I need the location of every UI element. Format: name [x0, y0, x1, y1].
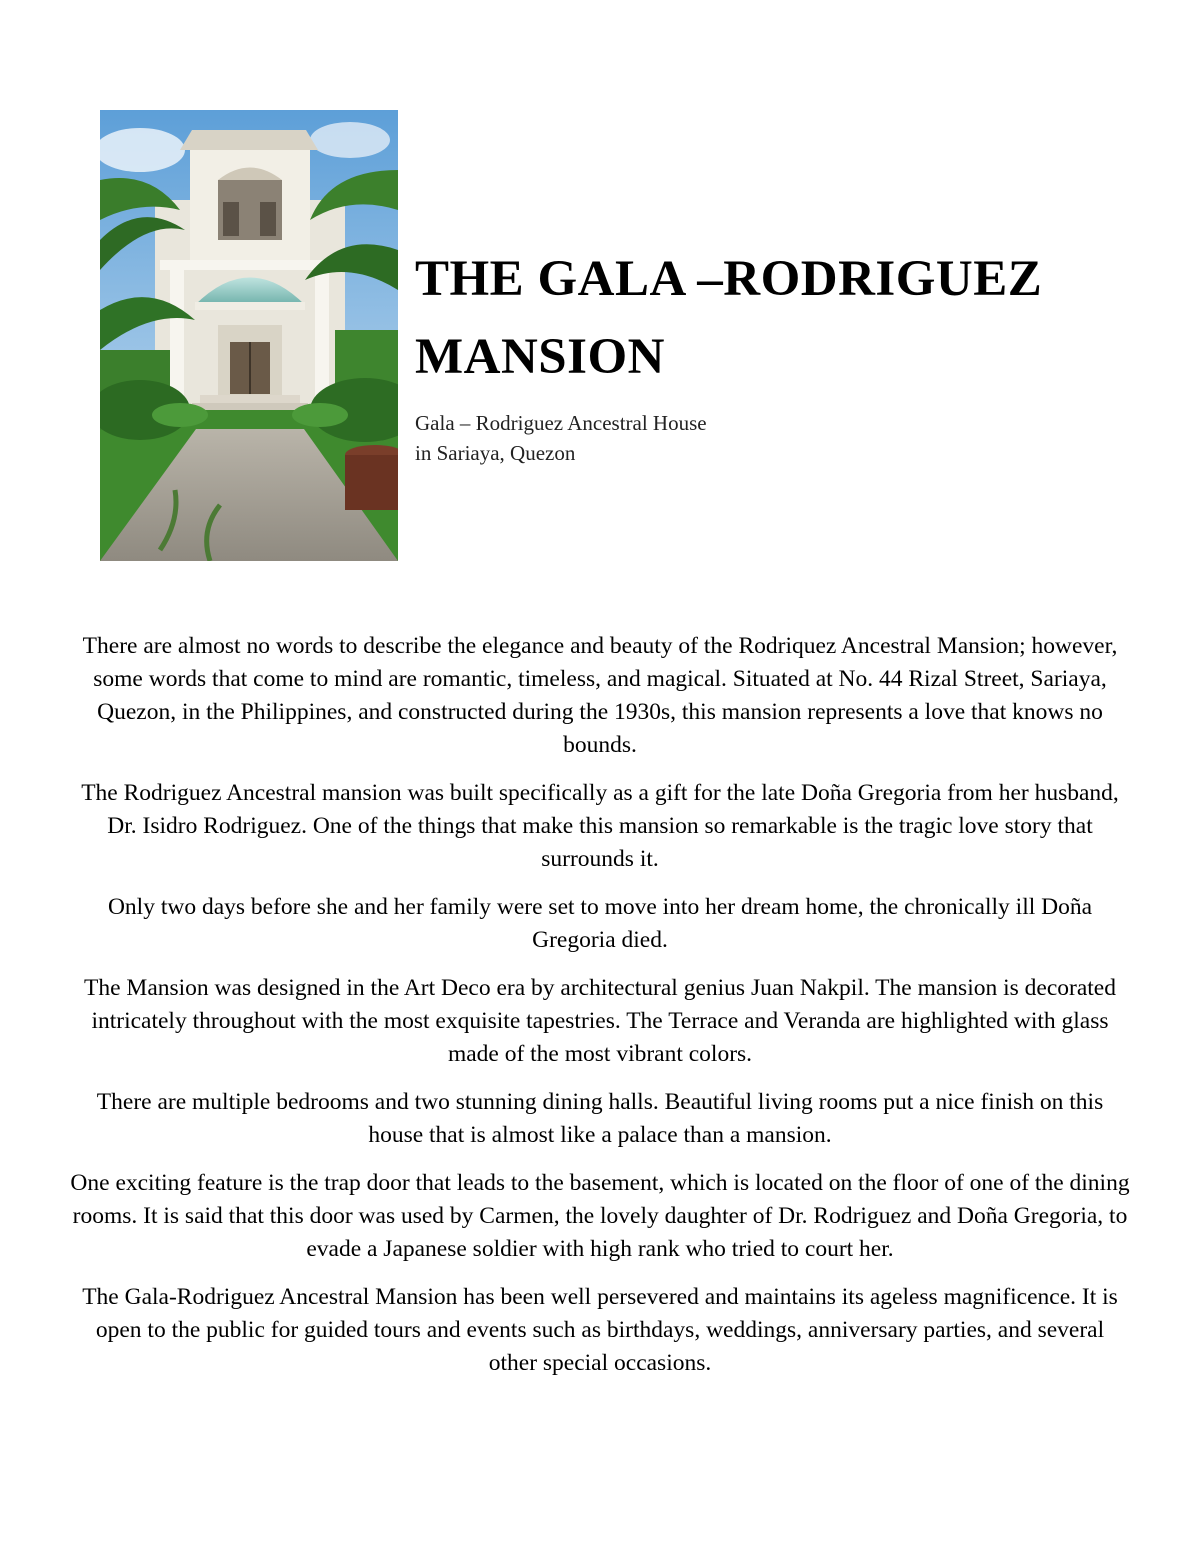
body-paragraph: The Rodriguez Ancestral mansion was built specifically as a gift for the late Doña Gregoria from her husband, Dr. Isidro Rodriguez. One of the things that make this mansion so remarkable is the tragic love story that surrounds it. [81, 780, 1119, 872]
subtitle [415, 408, 1135, 468]
mansion-photo [100, 110, 398, 561]
body-paragraph: There are multiple bedrooms and two stunning dining halls. Beautiful living rooms put a nice finish on this house that is almost like a palace than a mansion. [96, 1089, 1104, 1148]
page-title: THE GALA –RODRIGUEZ MANSION [415, 251, 1043, 385]
title-block [415, 240, 1135, 468]
article-body [70, 630, 1130, 1395]
subtitle-line: in Sariaya, Quezon [415, 441, 576, 465]
body-paragraph: One exciting feature is the trap door that leads to the basement, which is located on the floor of one of the dining rooms. It is said that this door was used by Carmen, the lovely daughter of Dr. Rodriguez and Doña Gregoria, to evade a Japanese soldier with high rank who tried to court her. [70, 1170, 1130, 1262]
body-paragraph: The Gala-Rodriguez Ancestral Mansion has been well persevered and maintains its ageless magnificence. It is open to the public for guided tours and events such as birthdays, weddings, anniversary parties, and several other special occasions. [82, 1284, 1118, 1376]
body-paragraph: There are almost no words to describe the elegance and beauty of the Rodriquez Ancestral Mansion; however, some words that come to mind are romantic, timeless, and magical. Situated at No. 44 Rizal Street, Sariaya, Quezon, in the Philippines, and constructed during the 1930s, this mansion represents a love that knows no bounds. [82, 633, 1118, 758]
body-paragraph: Only two days before she and her family were set to move into her dream home, the chronically ill Doña Gregoria died. [107, 894, 1093, 953]
subtitle-line: Gala – Rodriguez Ancestral House [415, 411, 707, 435]
body-paragraph: The Mansion was designed in the Art Deco era by architectural genius Juan Nakpil. The mansion is decorated intricately throughout with the most exquisite tapestries. The Terrace and Veranda are highlighted with glass made of the most vibrant colors. [84, 975, 1116, 1067]
